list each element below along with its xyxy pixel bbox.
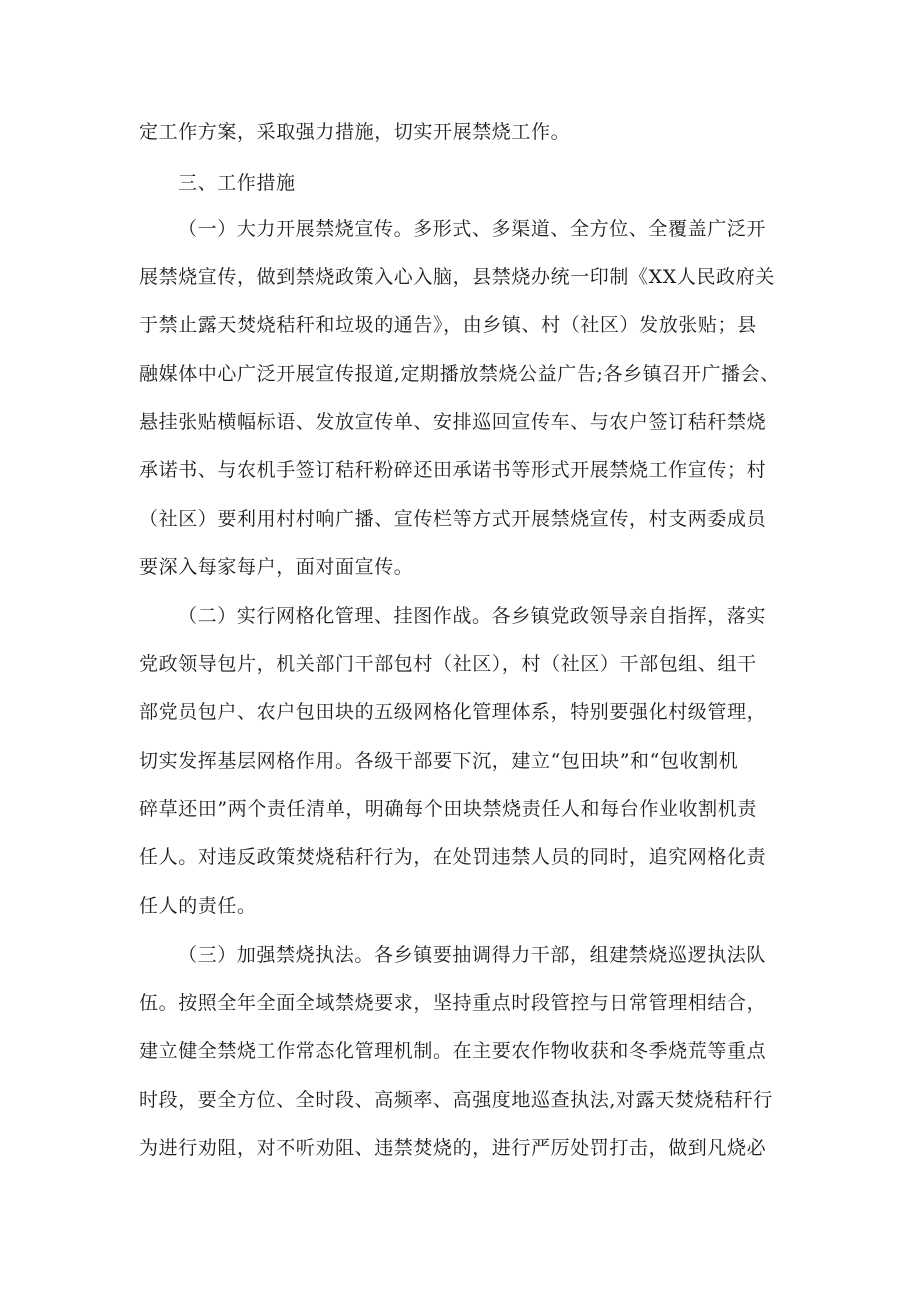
paragraph-line: 展禁烧宣传，做到禁烧政策入心入脑，县禁烧办统一印制《XX人民政府关: [139, 266, 775, 288]
paragraph-line: （二）实行网格化管理、挂图作战。各乡镇党政领导亲自指挥，落实: [178, 605, 767, 627]
paragraph-line: 承诺书、与农机手签订秸秆粉碎还田承诺书等形式开展禁烧工作宣传；村: [139, 459, 767, 481]
paragraph-line: 定工作方案，采取强力措施，切实开展禁烧工作。: [139, 121, 571, 143]
paragraph-line: 时段，要全方位、全时段、高频率、高强度地巡查执法,对露天焚烧秸秆行: [139, 1089, 773, 1111]
section-heading: 三、工作措施: [178, 172, 296, 194]
paragraph-line: 为进行劝阻，对不听劝阻、违禁焚烧的，进行严厉处罚打击，做到凡烧必: [139, 1137, 767, 1159]
paragraph-line: 任人的责任。: [139, 895, 257, 917]
paragraph-line: 建立健全禁烧工作常态化管理机制。在主要农作物收获和冬季烧荒等重点: [139, 1040, 767, 1062]
paragraph-line: （社区）要利用村村响广播、宣传栏等方式开展禁烧宣传，村支两委成员: [139, 508, 767, 530]
paragraph-line: （三）加强禁烧执法。各乡镇要抽调得力干部，组建禁烧巡逻执法队: [178, 944, 767, 966]
paragraph-line: 任人。对违反政策焚烧秸秆行为，在处罚违禁人员的同时，追究网格化责: [139, 846, 767, 868]
paragraph-line: 融媒体中心广泛开展宣传报道,定期播放禁烧公益广告;各乡镇召开广播会、: [139, 363, 780, 385]
paragraph-line: 部党员包户、农户包田块的五级网格化管理体系，特别要强化村级管理，: [139, 701, 767, 723]
paragraph-line: 碎草还田”两个责任清单，明确每个田块禁烧责任人和每台作业收割机责: [139, 798, 757, 820]
paragraph-line: （一）大力开展禁烧宣传。多形式、多渠道、全方位、全覆盖广泛开: [178, 218, 767, 240]
paragraph-line: 悬挂张贴横幅标语、发放宣传单、安排巡回宣传车、与农户签订秸秆禁烧: [139, 411, 767, 433]
paragraph-line: 要深入每家每户，面对面宣传。: [139, 556, 414, 578]
paragraph-line: 党政领导包片，机关部门干部包村（社区），村（社区）干部包组、组干: [139, 653, 757, 675]
paragraph-line: 于禁止露天焚烧秸秆和垃圾的通告》，由乡镇、村（社区）发放张贴；县: [139, 314, 757, 336]
paragraph-line: 切实发挥基层网格作用。各级干部要下沉，建立“包田块”和“包收割机: [139, 750, 739, 772]
paragraph-line: 伍。按照全年全面全域禁烧要求，坚持重点时段管控与日常管理相结合，: [139, 992, 767, 1014]
